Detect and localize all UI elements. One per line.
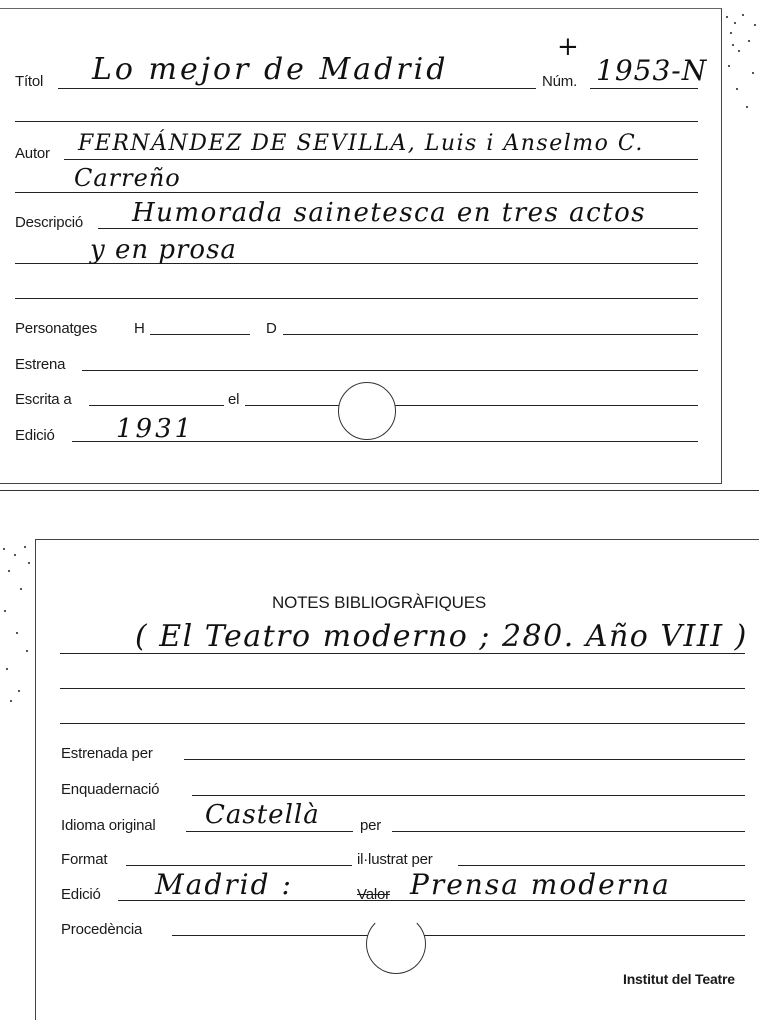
num-value: 1953-N: [596, 54, 708, 87]
el-label: el: [228, 391, 240, 408]
escrita-label: Escrita a: [15, 391, 72, 408]
valor-label: Valor: [357, 886, 390, 903]
per-line: [392, 831, 745, 832]
h-label: H: [134, 320, 145, 337]
num-line: [590, 88, 698, 89]
format-line: [126, 865, 352, 866]
idioma-value: Castellà: [205, 800, 320, 830]
escrita-line: [89, 405, 224, 406]
il-lustrat-line: [458, 865, 745, 866]
note-value-line1: ( El Teatro moderno ; 280. Año VIII ): [135, 619, 748, 654]
institution-label: Institut del Teatre: [623, 971, 735, 987]
enquadernacio-line: [192, 795, 745, 796]
descripcio-label: Descripció: [15, 214, 84, 231]
estrenada-line: [184, 759, 745, 760]
cross-mark: +: [557, 32, 580, 62]
edicio-value: 1931: [116, 414, 195, 444]
edicio-label: Edició: [15, 427, 55, 444]
procedencia-line: [172, 935, 745, 936]
scan-noise-top-right: [724, 10, 758, 120]
blank-line-1: [15, 121, 698, 122]
procedencia-label: Procedència: [61, 921, 143, 938]
personatges-label: Personatges: [15, 320, 98, 337]
punch-hole-bottom: [366, 914, 426, 974]
estrena-label: Estrena: [15, 356, 66, 373]
el-line: [245, 405, 698, 406]
notes-heading: NOTES BIBLIOGRÀFIQUES: [272, 593, 487, 612]
idioma-label: Idioma original: [61, 817, 156, 834]
enquadernacio-label: Enquadernació: [61, 781, 160, 798]
idioma-line: [186, 831, 353, 832]
note-line-3: [60, 723, 745, 724]
titol-line: [58, 88, 536, 89]
d-label: D: [266, 320, 277, 337]
edicio2-place: Madrid :: [155, 868, 293, 901]
autor-line-2: [15, 192, 698, 193]
edicio2-publisher: Prensa moderna: [410, 868, 671, 901]
descripcio-value-line1: Humorada sainetesca en tres actos: [132, 198, 647, 228]
estrena-line: [82, 370, 698, 371]
note-line-2: [60, 688, 745, 689]
h-line: [150, 334, 250, 335]
il-lustrat-label: il·lustrat per: [357, 851, 433, 868]
punch-hole-top: [338, 382, 396, 440]
descripcio-line: [98, 228, 698, 229]
edicio2-label: Edició: [61, 886, 101, 903]
autor-value-line2: Carreño: [74, 164, 181, 192]
d-line: [283, 334, 698, 335]
autor-label: Autor: [15, 145, 50, 162]
autor-value-line1: FERNÁNDEZ DE SEVILLA, Luis i Anselmo C.: [78, 131, 644, 156]
autor-line: [64, 159, 698, 160]
titol-label: Títol: [15, 73, 44, 90]
descripcio-value-line2: y en prosa: [90, 235, 237, 265]
card-top-bottom-rule: [0, 490, 759, 491]
titol-value: Lo mejor de Madrid: [92, 52, 449, 87]
blank-line-2: [15, 298, 698, 299]
estrenada-label: Estrenada per: [61, 745, 153, 762]
scan-noise-bottom-left: [0, 540, 34, 710]
per-label: per: [360, 817, 382, 834]
num-label: Núm.: [542, 73, 578, 90]
format-label: Format: [61, 851, 108, 868]
